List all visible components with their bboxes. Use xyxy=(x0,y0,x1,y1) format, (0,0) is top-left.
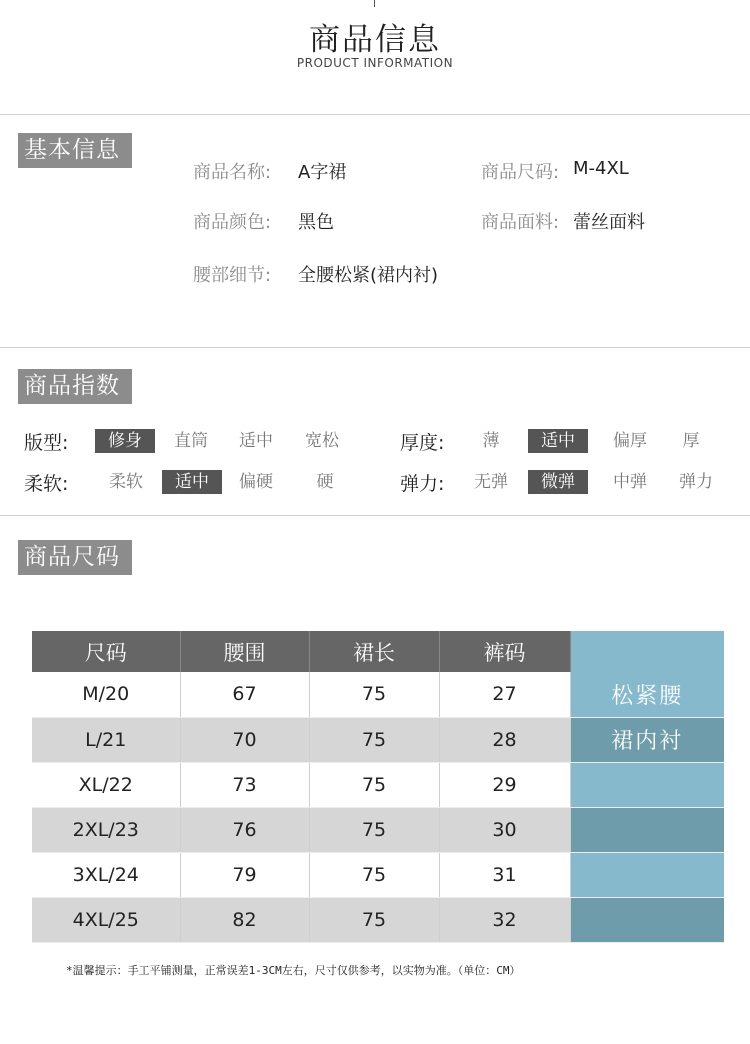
cell-length: 75 xyxy=(309,717,439,762)
elasticity-option-medium: 中弹 xyxy=(613,472,647,492)
side-cell xyxy=(570,762,724,807)
lining-label: 裙内衬 xyxy=(570,717,724,762)
side-cell xyxy=(570,807,724,852)
table-row xyxy=(32,762,724,807)
cell-size: 2XL/23 xyxy=(32,807,180,852)
header-pants-size: 裤码 xyxy=(439,631,570,672)
thickness-option-thin: 薄 xyxy=(482,431,500,451)
section-divider xyxy=(0,114,750,115)
waist-detail-value: 全腰松紧(裙内衬) xyxy=(298,265,439,286)
softness-option-stiffish: 偏硬 xyxy=(239,472,273,492)
cell-size: XL/22 xyxy=(32,762,180,807)
header-skirt-length: 裙长 xyxy=(309,631,439,672)
elasticity-option-stretch: 弹力 xyxy=(679,472,713,492)
product-fabric-label: 商品面料: xyxy=(481,212,560,233)
size-table-header xyxy=(32,631,724,672)
cell-pants: 31 xyxy=(439,852,570,897)
cell-size: 4XL/25 xyxy=(32,897,180,942)
cell-size: M/20 xyxy=(32,672,180,717)
product-name-label: 商品名称: xyxy=(193,162,272,183)
cell-pants: 32 xyxy=(439,897,570,942)
elasticity-option-none: 无弹 xyxy=(474,472,508,492)
product-color-value: 黑色 xyxy=(298,212,334,233)
fit-option-slim: 修身 xyxy=(95,429,155,453)
product-fabric-value: 蕾丝面料 xyxy=(573,212,645,233)
product-name-value: A字裙 xyxy=(298,162,347,183)
measurement-note: *温馨提示：手工平铺测量，正常误差1-3CM左右，尺寸仅供参考，以实物为准。（单位：CM） xyxy=(66,964,521,977)
page-title: 商品信息 xyxy=(309,22,441,58)
softness-option-soft: 柔软 xyxy=(109,472,143,492)
section-divider xyxy=(0,515,750,516)
softness-option-stiff: 硬 xyxy=(316,472,334,492)
cell-pants: 30 xyxy=(439,807,570,852)
size-tag: 商品尺码 xyxy=(18,540,132,575)
cell-waist: 70 xyxy=(180,717,309,762)
product-size-value: M-4XL xyxy=(573,158,629,179)
waist-detail-label: 腰部细节: xyxy=(193,265,272,286)
table-row xyxy=(32,807,724,852)
product-size-label: 商品尺码: xyxy=(481,162,560,183)
cell-waist: 73 xyxy=(180,762,309,807)
elasticity-option-slight: 微弹 xyxy=(528,470,588,494)
fit-option-regular: 适中 xyxy=(239,431,273,451)
cell-size: L/21 xyxy=(32,717,180,762)
table-row xyxy=(32,717,724,762)
cell-pants: 28 xyxy=(439,717,570,762)
size-table xyxy=(32,631,724,943)
elasticity-label: 弹力: xyxy=(400,473,445,495)
cell-waist: 82 xyxy=(180,897,309,942)
table-row xyxy=(32,672,724,717)
cell-waist: 76 xyxy=(180,807,309,852)
cell-waist: 67 xyxy=(180,672,309,717)
cell-pants: 29 xyxy=(439,762,570,807)
product-index-tag: 商品指数 xyxy=(18,369,132,404)
header-side xyxy=(570,631,724,672)
top-divider-tick xyxy=(374,0,375,7)
thickness-option-thickish: 偏厚 xyxy=(613,431,647,451)
side-cell xyxy=(570,852,724,897)
cell-length: 75 xyxy=(309,897,439,942)
thickness-option-thick: 厚 xyxy=(682,431,700,451)
elastic-waist-label: 松紧腰 xyxy=(570,672,724,717)
cell-waist: 79 xyxy=(180,852,309,897)
section-divider xyxy=(0,347,750,348)
fit-option-loose: 宽松 xyxy=(305,431,339,451)
table-row xyxy=(32,852,724,897)
header-waist: 腰围 xyxy=(180,631,309,672)
table-row xyxy=(32,897,724,942)
page-subtitle: PRODUCT INFORMATION xyxy=(296,56,454,70)
softness-label: 柔软: xyxy=(24,473,69,495)
fit-label: 版型: xyxy=(24,432,69,454)
side-cell xyxy=(570,897,724,942)
thickness-option-medium: 适中 xyxy=(528,429,588,453)
cell-size: 3XL/24 xyxy=(32,852,180,897)
cell-length: 75 xyxy=(309,762,439,807)
cell-length: 75 xyxy=(309,672,439,717)
cell-pants: 27 xyxy=(439,672,570,717)
thickness-label: 厚度: xyxy=(400,432,445,454)
header-size: 尺码 xyxy=(32,631,180,672)
basic-info-tag: 基本信息 xyxy=(18,133,132,168)
fit-option-straight: 直筒 xyxy=(174,431,208,451)
cell-length: 75 xyxy=(309,807,439,852)
product-color-label: 商品颜色: xyxy=(193,212,272,233)
softness-option-medium: 适中 xyxy=(162,470,222,494)
cell-length: 75 xyxy=(309,852,439,897)
